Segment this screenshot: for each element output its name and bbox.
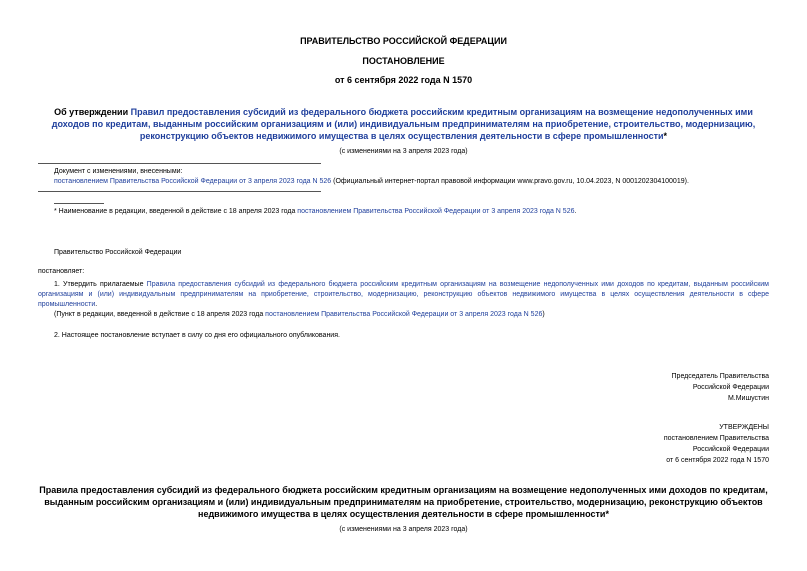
p1-rules-link[interactable]: Правила предоставления субсидий из федерального бюджета российским кредитным организациям на возмещение недополученных ими доходов по кредитам, выданным российским организациям и (или) индивидуальным предпринимателям на приобретение, строительство, модернизацию, реконструкцию объектов недвижимого имущества в целях осуществления деятельности в сфере промышленности — [38, 281, 769, 308]
paragraph-1 — [38, 280, 769, 310]
amendments-intro: Документ с изменениями, внесенными: — [54, 168, 183, 175]
p1-suffix: . — [95, 301, 98, 308]
title-prefix: Об утверждении — [54, 107, 131, 117]
approval-line-3: Российской Федерации — [692, 446, 769, 453]
paragraph-1-note — [54, 310, 769, 320]
p1-note-link[interactable]: постановлением Правительства Российской Федерации от 3 апреля 2023 года N 526 — [265, 311, 543, 318]
rules-changes-note: (с изменениями на 3 апреля 2023 года) — [339, 526, 468, 533]
amendment-source: (Официальный интернет-портал правовой информации www.pravo.gov.ru, 10.04.2023, N 0001202304100019). — [331, 178, 689, 185]
signature-block — [469, 372, 769, 404]
paragraph-2: 2. Настоящее постановление вступает в силу со дня его официального опубликования. — [54, 332, 340, 339]
rules-title: Правила предоставления субсидий из федерального бюджета российским кредитным организациям на возмещение недополученных ими доходов по кредитам, выданным российским организациям и (или) индивидуальным предпринимателям на приобретение, строительство, модернизацию, реконструкцию объектов недвижимого имущества в целях осуществления деятельности в сфере промышленности* — [39, 485, 768, 519]
document-type: ПОСТАНОВЛЕНИЕ — [362, 56, 445, 66]
footnote-prefix: * Наименование в редакции, введенной в действие с 18 апреля 2023 года — [54, 208, 298, 215]
footnote-divider — [54, 203, 104, 204]
government-name: Правительство Российской Федерации — [54, 249, 182, 256]
document-title — [38, 106, 769, 142]
document-date-number: от 6 сентября 2022 года N 1570 — [334, 75, 473, 85]
approval-line-2: постановлением Правительства — [663, 435, 769, 442]
changes-note: (с изменениями на 3 апреля 2023 года) — [339, 148, 468, 155]
title-suffix: * — [663, 131, 668, 141]
decrees-label: постановляет: — [38, 268, 85, 275]
amendments-list — [54, 177, 774, 187]
p1-note-prefix: (Пункт в редакции, введенной в действие с 18 апреля 2023 года — [54, 311, 266, 318]
footnote-suffix: . — [574, 208, 577, 215]
p1-note-suffix: ) — [542, 311, 545, 318]
footnote-link[interactable]: постановлением Правительства Российской Федерации от 3 апреля 2023 года N 526 — [297, 208, 575, 215]
approval-line-4: от 6 сентября 2022 года N 1570 — [666, 457, 769, 464]
issuer-heading: ПРАВИТЕЛЬСТВО РОССИЙСКОЙ ФЕДЕРАЦИИ — [300, 36, 507, 46]
signature-name: М.Мишустин — [727, 395, 769, 402]
p1-prefix: 1. Утвердить прилагаемые — [54, 281, 147, 288]
approval-heading: УТВЕРЖДЕНЫ — [719, 424, 769, 431]
divider — [38, 191, 321, 192]
title-rules-link[interactable]: Правил предоставления субсидий из федерального бюджета российским кредитным организациям на возмещение недополученных ими доходов по кредитам, выданным российским организациям и (или) индивидуальным предпринимателям на приобретение, строительство, модернизацию, реконструкцию объектов недвижимого имущества в целях осуществления деятельности в сфере промышленности — [51, 107, 756, 141]
approval-block — [469, 423, 769, 466]
amendment-link[interactable]: постановлением Правительства Российской Федерации от 3 апреля 2023 года N 526 — [54, 178, 332, 185]
footnote — [54, 207, 774, 217]
signature-position-2: Российской Федерации — [692, 384, 769, 391]
signature-position: Председатель Правительства — [671, 373, 769, 380]
divider — [38, 163, 321, 164]
